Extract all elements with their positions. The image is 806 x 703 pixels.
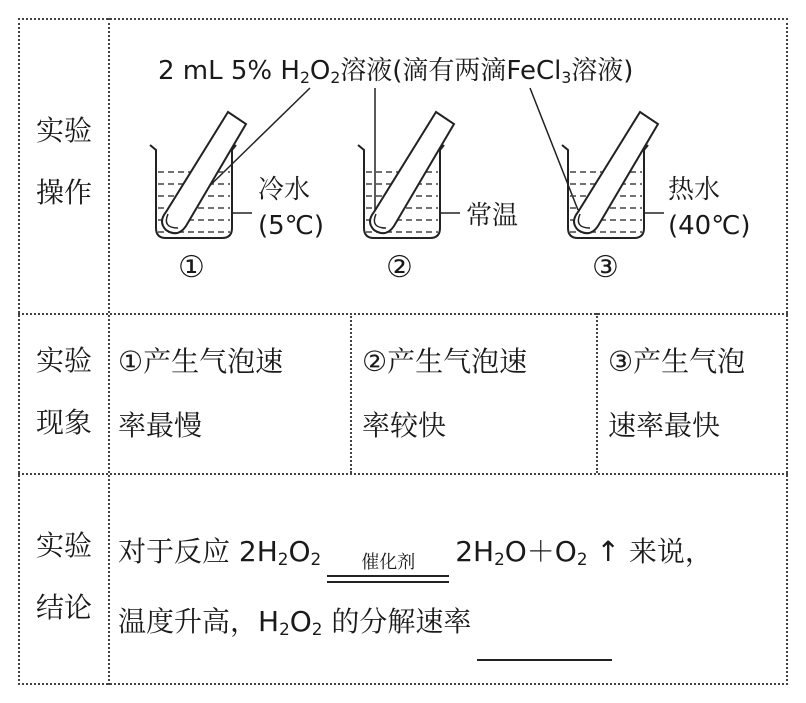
phenomenon-cell-1: ①产生气泡速 率最慢 bbox=[118, 345, 284, 442]
leader-line-3 bbox=[530, 88, 578, 210]
beaker-3-label: 热水 (40℃) bbox=[668, 175, 751, 241]
conclusion-label: 实验 结论 bbox=[35, 529, 92, 624]
phenomenon-divider-2 bbox=[596, 313, 598, 473]
row-divider-2 bbox=[18, 473, 788, 475]
conclusion-line-1: 对于反应 $2H_2O_2$ 催化剂 $2H_2O+O_2$ ↑ 来说， bbox=[118, 520, 713, 591]
operation-label: 实验 操作 bbox=[35, 114, 92, 209]
beaker-1-label: 冷水 (5℃) bbox=[258, 175, 325, 241]
phenomenon-cell-3: ③产生气泡 速率最快 bbox=[608, 345, 746, 442]
beaker-2 bbox=[358, 112, 460, 238]
beaker-3-number: ③ bbox=[592, 250, 619, 285]
beaker-3 bbox=[562, 112, 664, 238]
conclusion-line-2: 温度升高，$H_2O_2$ 的分解速率 bbox=[118, 590, 612, 661]
phenomenon-divider-1 bbox=[350, 313, 352, 473]
answer-blank[interactable] bbox=[477, 629, 612, 661]
gas-arrow-icon: ↑ bbox=[587, 535, 629, 568]
row-divider-1 bbox=[18, 313, 788, 315]
solution-label: 2 mL 5% $H_2O_2$溶液(滴有两滴FeCl$_3$溶液) bbox=[158, 56, 634, 87]
beaker-2-number: ② bbox=[386, 250, 413, 285]
beaker-1-number: ① bbox=[178, 250, 205, 285]
phenomenon-label: 实验 现象 bbox=[35, 344, 92, 439]
catalyst-condition: 催化剂 bbox=[327, 561, 449, 591]
beaker-2-label: 常温 bbox=[466, 201, 519, 231]
phenomenon-cell-2: ②产生气泡速 率较快 bbox=[362, 345, 528, 442]
beaker-1 bbox=[150, 112, 252, 238]
